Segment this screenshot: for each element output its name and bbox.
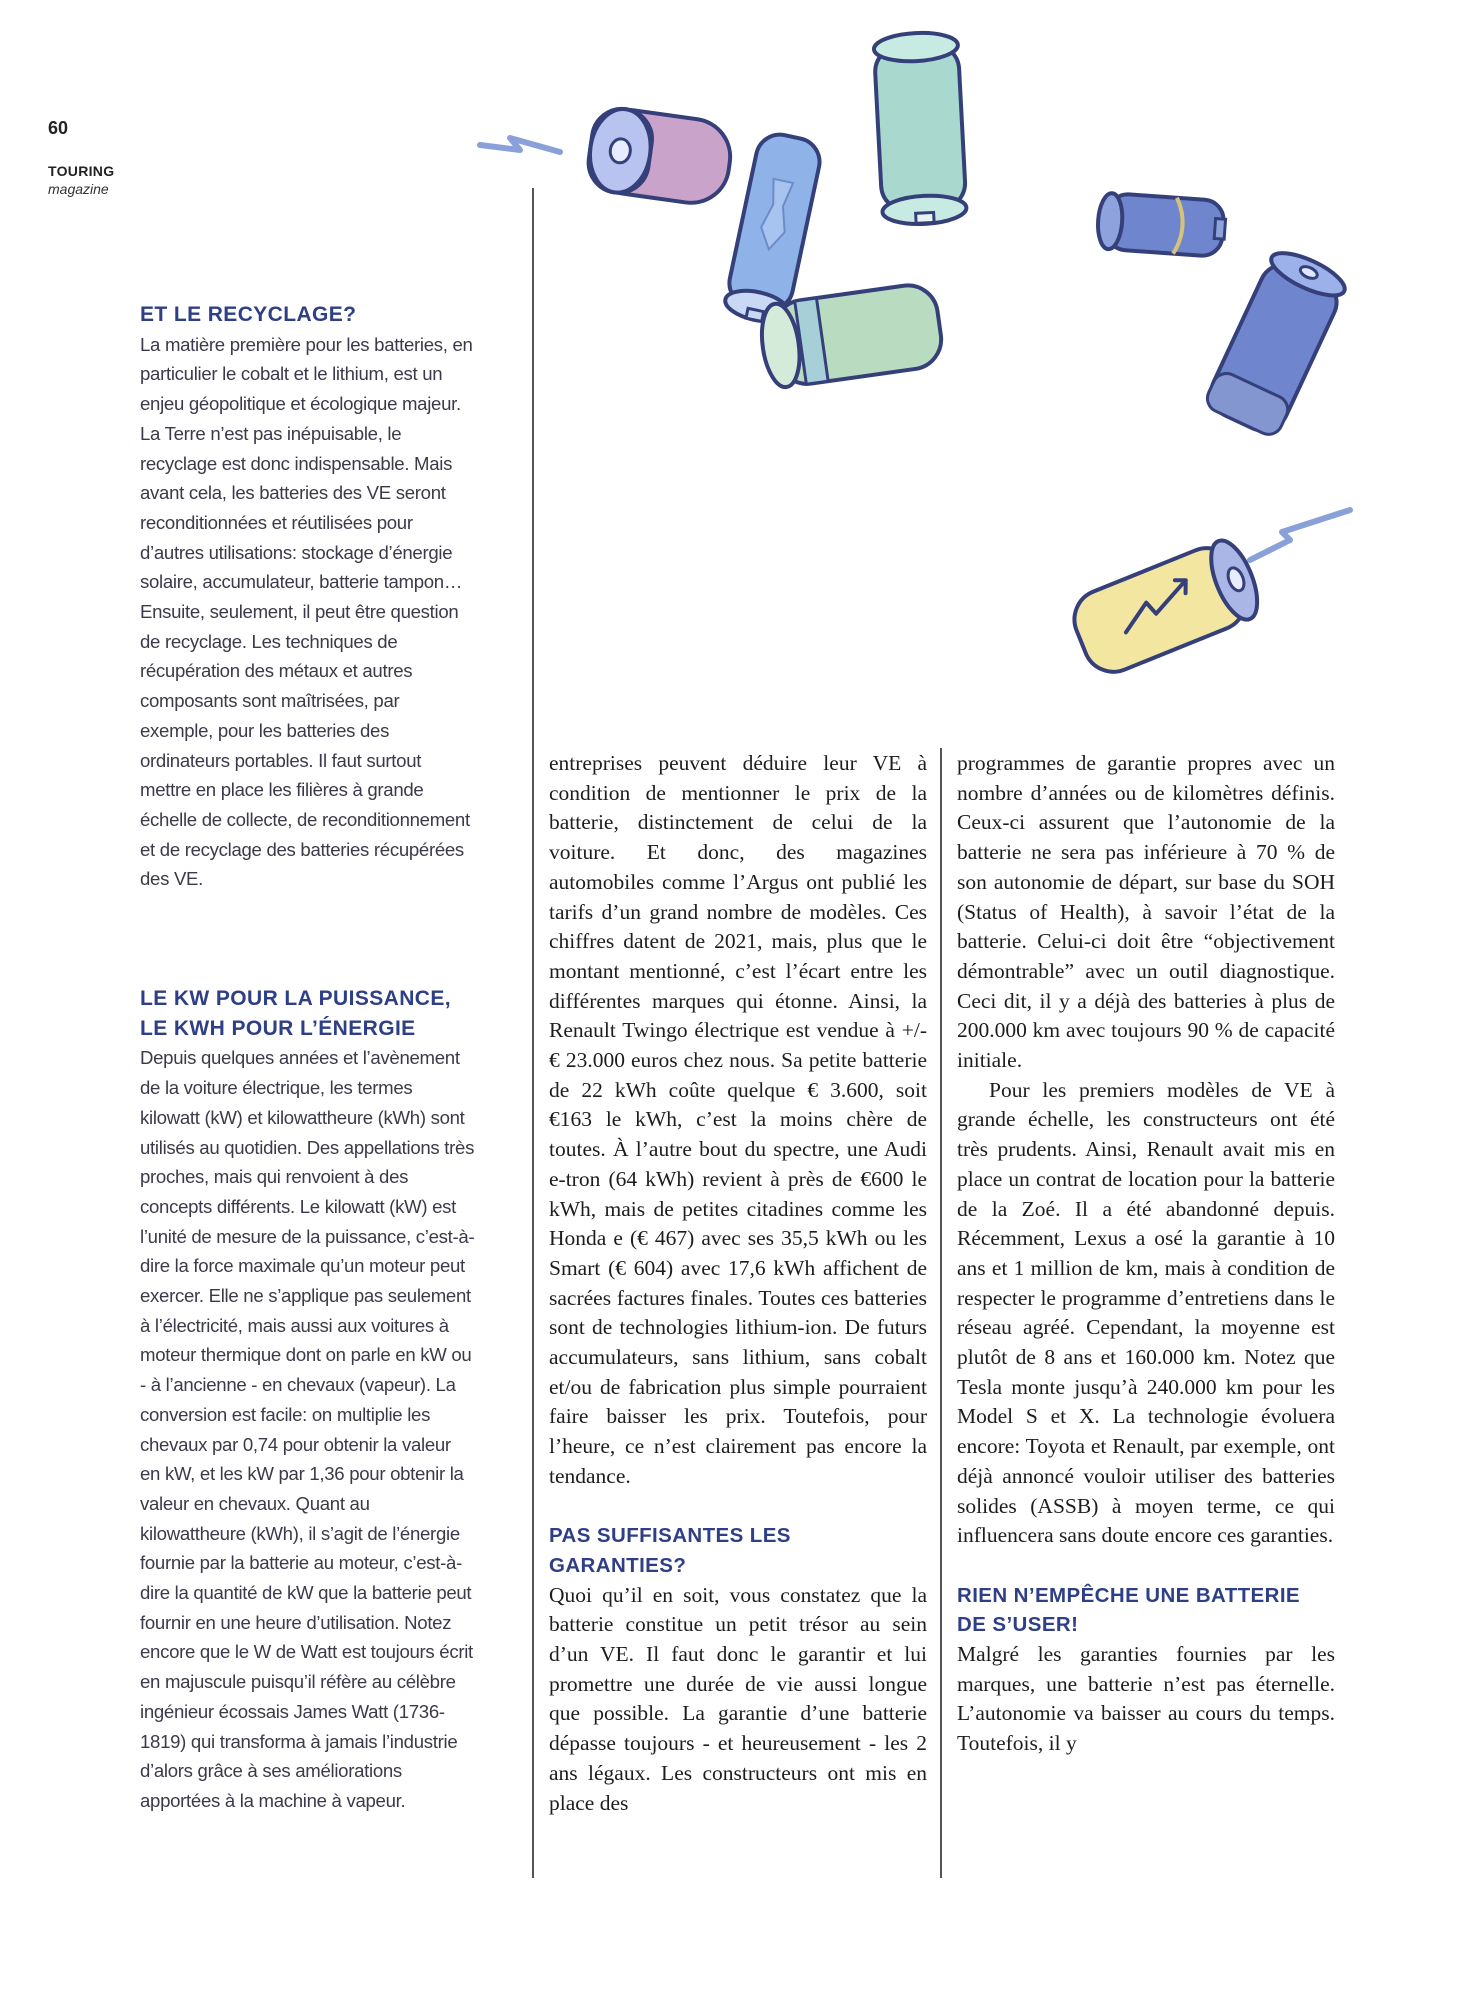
column-divider-right xyxy=(940,748,942,1878)
article-paragraph: Malgré les garanties fournies par les marques, une batterie n’est pas éternelle. L’autonomie va baisser au cours du temps. Toutefois, il y xyxy=(957,1642,1335,1756)
magazine-brand-subtitle: magazine xyxy=(48,181,109,197)
sidebar-kw-kwh xyxy=(140,984,475,1816)
lightning-bolt-icon xyxy=(1250,510,1350,560)
article-paragraph: programmes de garantie propres avec un nombre d’années ou de kilomètres définis. Ceux-ci assurent que l’autonomie de la batterie ne sera pas inférieure à 70 % de son autonomie de départ, sur base du SOH (Status of Health), à savoir l’état de la batterie. Celui-ci doit être “objectivement démontrable” avec un outil diagnostique. Ceci dit, il y a déjà des batteries à plus de 200.000 km avec toujours 90 % de capacité initiale. xyxy=(957,751,1335,1073)
sidebar-text-recycling: La matière première pour les batteries, en particulier le cobalt et le lithium, est un enjeu géopolitique et écologique majeur. La Terre n’est pas inépuisable, le recyclage est donc indispensable. Mais avant cela, les batteries des VE seront reconditionnées et réutilisées pour d’autres utilisations: stockage d’énergie solaire, accumulateur, batterie tampon… Ensuite, seulement, il peut être question de recyclage. Les techniques de récupération des métaux et autres composants sont maîtrisées, par exemple, pour les batteries des ordinateurs portables. Il faut surtout mettre en place les filières à grande échelle de collecte, de reconditionnement et de recyclage des batteries récupérées des VE. xyxy=(140,333,473,890)
article-column-right xyxy=(957,749,1335,1759)
sidebar-recycling xyxy=(140,300,475,894)
battery-icon xyxy=(873,31,967,226)
battery-icon xyxy=(722,130,823,326)
battery-icon xyxy=(1203,245,1350,439)
lightning-bolt-icon xyxy=(480,138,560,152)
article-heading-guarantees: PAS SUFFISANTES LES GARANTIES? xyxy=(549,1524,791,1577)
article-paragraph: entreprises peuvent déduire leur VE à condition de mentionner le prix de la batterie, distinctement de celui de la voiture. Et donc, des magazines automobiles comme l’Argus ont publié les tarifs d’un grand nombre de modèles. Ces chiffres datent de 2021, mais, plus que le montant mentionné, c’est l’écart entre les différentes marques qui étonne. Ainsi, la Renault Twingo électrique est vendue à +/- € 23.000 euros chez nous. Sa petite batterie de 22 kWh coûte quelque € 3.600, soit €163 le kWh, c’est la moins chère de toutes. À l’autre bout du spectre, une Audi e-tron (64 kWh) revient à près de €600 le kWh, mais de petites citadines comme les Honda e (€ 467) avec ses 35,5 kWh ou les Smart (€ 604) avec 17,6 kWh affichent de sacrées factures finales. Toutes ces batteries sont de technologies lithium-ion. De futurs accumulateurs, sans lithium, sans cobalt et/ou de fabrication plus simple pourraient faire baisser les prix. Toutefois, pour l’heure, ce n’est clairement pas encore la tendance. xyxy=(549,751,927,1488)
batteries-illustration xyxy=(460,20,1400,700)
sidebar-text-kw-kwh: Depuis quelques années et l’avènement de la voiture électrique, les termes kilowatt (kW) et kilowattheure (kWh) sont utilisés au quotidien. Des appellations très proches, mais qui renvoient à des concepts différents. Le kilowatt (kW) est l’unité de mesure de la puissance, c’est-à-dire la force maximale qu’un moteur peut exercer. Elle ne s’applique pas seulement à l’électricité, mais aussi aux voitures à moteur thermique dont on parle en kW ou - à l’ancienne - en chevaux (vapeur). La conversion est facile: on multiplie les chevaux par 0,74 pour obtenir la valeur en kW, et les kW par 1,36 pour obtenir la valeur en chevaux. Quant au kilowattheure (kWh), il s’agit de l’énergie fournie par la batterie au moteur, c’est-à-dire la quantité de kW que la batterie peut fournir en une heure d’utilisation. Notez encore que le W de Watt est toujours écrit en majuscule puisqu’il réfère au célèbre ingénieur écossais James Watt (1736-1819) qui transforma à jamais l’industrie d’alors grâce à ses améliorations apportées à la machine à vapeur. xyxy=(140,1047,475,1811)
page-number: 60 xyxy=(48,118,69,138)
article-paragraph: Quoi qu’il en soit, vous constatez que la batterie constitue un petit trésor au sein d’un VE. Il faut donc le garantir et lui promettre une durée de vie aussi longue que possible. La garantie d’une batterie dépasse toujours - et heureusement - les 2 ans légaux. Les constructeurs ont mis en place des xyxy=(549,1582,927,1815)
sidebar-heading-recycling: ET LE RECYCLAGE? xyxy=(140,303,357,326)
article-column-middle xyxy=(549,749,927,1818)
magazine-brand-name: TOURING xyxy=(48,163,115,179)
sidebar-heading-kw-kwh: LE KW POUR LA PUISSANCE, LE KWH POUR L’ÉNERGIE xyxy=(140,987,452,1040)
battery-icon xyxy=(585,105,735,208)
battery-icon xyxy=(1096,192,1227,257)
article-paragraph: Pour les premiers modèles de VE à grande échelle, les constructeurs ont été très prudents. Ainsi, Renault avait mis en place un contrat de location pour la batterie de la Zoé. Il a été abandonné depuis. Récemment, Lexus a osé la garantie à 10 ans et 1 million de km, mais à condition de respecter le programme d’entretiens dans le réseau agréé. Cependant, la moyenne est plutôt de 8 ans et 160.000 km. Notez que Tesla monte jusqu’à 240.000 km pour les Model S et X. La technologie évoluera encore: Toyota et Renault, par exemple, ont déjà annoncé vouloir utiliser des batteries solides (ASSB) à moyen terme, ce qui influencera sans doute encore ces garanties. xyxy=(957,1077,1335,1548)
article-heading-wear: RIEN N’EMPÊCHE UNE BATTERIE DE S’USER! xyxy=(957,1583,1301,1637)
column-divider-left xyxy=(532,188,534,1878)
battery-icon xyxy=(1065,534,1266,680)
